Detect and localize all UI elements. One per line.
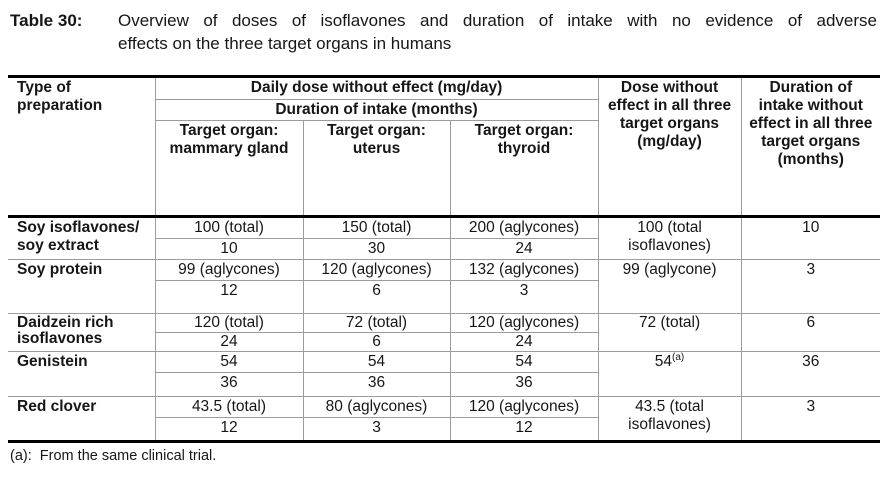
header-duration-all-organs: Duration of intake without effect in all three target organs (months) — [741, 77, 880, 217]
table-caption — [0, 0, 889, 55]
preparation-row-group — [8, 352, 880, 397]
preparation-row-group — [8, 217, 880, 260]
duration-all-cell: 3 — [741, 260, 880, 314]
header-daily-dose-group: Daily dose without effect (mg/day) — [155, 77, 598, 100]
dose-cell-mammary: 43.5 (total) — [155, 397, 303, 418]
months-cell-thyroid: 3 — [450, 281, 598, 314]
dose-all-cell: 54$^{(a)}$ — [598, 352, 741, 397]
months-cell-uterus: 36 — [303, 373, 450, 397]
header-type-of-preparation: Type of preparation — [8, 77, 155, 217]
duration-all-cell: 36 — [741, 352, 880, 397]
months-cell-uterus: 3 — [303, 418, 450, 442]
months-cell-uterus: 30 — [303, 239, 450, 260]
dose-cell-uterus: 54 — [303, 352, 450, 373]
table-caption-text — [118, 9, 877, 55]
preparation-label: Red clover — [8, 397, 155, 442]
caption-line-2: effects on the three target organs in humans — [118, 34, 452, 53]
duration-all-cell: 6 — [741, 314, 880, 352]
preparation-label: Soy isoflavones/ soy extract — [8, 217, 155, 260]
duration-all-cell: 10 — [741, 217, 880, 260]
dose-cell-thyroid: 132 (aglycones) — [450, 260, 598, 281]
dose-cell-thyroid: 120 (aglycones) — [450, 314, 598, 333]
footnote-marker: (a) — [672, 351, 685, 363]
months-cell-thyroid: 24 — [450, 239, 598, 260]
dose-all-cell: 43.5 (total isoflavones) — [598, 397, 741, 442]
months-cell-mammary: 36 — [155, 373, 303, 397]
table-header — [8, 77, 880, 217]
dose-cell-mammary: 54 — [155, 352, 303, 373]
months-cell-thyroid: 36 — [450, 373, 598, 397]
months-cell-mammary: 24 — [155, 333, 303, 352]
dose-cell-mammary: 99 (aglycones) — [155, 260, 303, 281]
months-cell-mammary: 12 — [155, 281, 303, 314]
dose-cell-thyroid: 120 (aglycones) — [450, 397, 598, 418]
header-dose-all-organs: Dose without effect in all three target organs (mg/day) — [598, 77, 741, 217]
preparation-label: Daidzein rich isoflavones — [8, 314, 155, 352]
months-cell-thyroid: 12 — [450, 418, 598, 442]
dose-row — [8, 314, 880, 333]
header-target-uterus: Target organ: uterus — [303, 121, 450, 217]
dose-cell-uterus: 80 (aglycones) — [303, 397, 450, 418]
dose-cell-uterus: 150 (total) — [303, 217, 450, 239]
dose-cell-mammary: 100 (total) — [155, 217, 303, 239]
dose-row — [8, 397, 880, 418]
dose-row — [8, 260, 880, 281]
preparation-label: Genistein — [8, 352, 155, 397]
dose-all-cell: 72 (total) — [598, 314, 741, 352]
preparation-row-group — [8, 314, 880, 352]
header-target-thyroid: Target organ: thyroid — [450, 121, 598, 217]
dose-all-cell: 99 (aglycone) — [598, 260, 741, 314]
dose-cell-thyroid: 200 (aglycones) — [450, 217, 598, 239]
months-cell-uterus: 6 — [303, 281, 450, 314]
dose-cell-thyroid: 54 — [450, 352, 598, 373]
duration-all-cell: 3 — [741, 397, 880, 442]
dose-cell-uterus: 120 (aglycones) — [303, 260, 450, 281]
caption-line-1: Overview of doses of isoflavones and duration of intake with no evidence of adverse — [118, 11, 877, 30]
preparation-row-group — [8, 260, 880, 314]
dose-cell-mammary: 120 (total) — [155, 314, 303, 333]
header-target-mammary: Target organ: mammary gland — [155, 121, 303, 217]
dose-row — [8, 217, 880, 239]
preparation-row-group — [8, 397, 880, 442]
dose-cell-uterus: 72 (total) — [303, 314, 450, 333]
months-cell-thyroid: 24 — [450, 333, 598, 352]
isoflavone-dose-table — [8, 75, 880, 443]
header-duration-group: Duration of intake (months) — [155, 100, 598, 121]
months-cell-mammary: 10 — [155, 239, 303, 260]
preparation-label: Soy protein — [8, 260, 155, 314]
table-footnote: (a): From the same clinical trial. — [10, 448, 217, 464]
table-number: Table 30: — [10, 11, 83, 30]
dose-row — [8, 352, 880, 373]
dose-all-cell: 100 (total isoflavones) — [598, 217, 741, 260]
months-cell-mammary: 12 — [155, 418, 303, 442]
months-cell-uterus: 6 — [303, 333, 450, 352]
